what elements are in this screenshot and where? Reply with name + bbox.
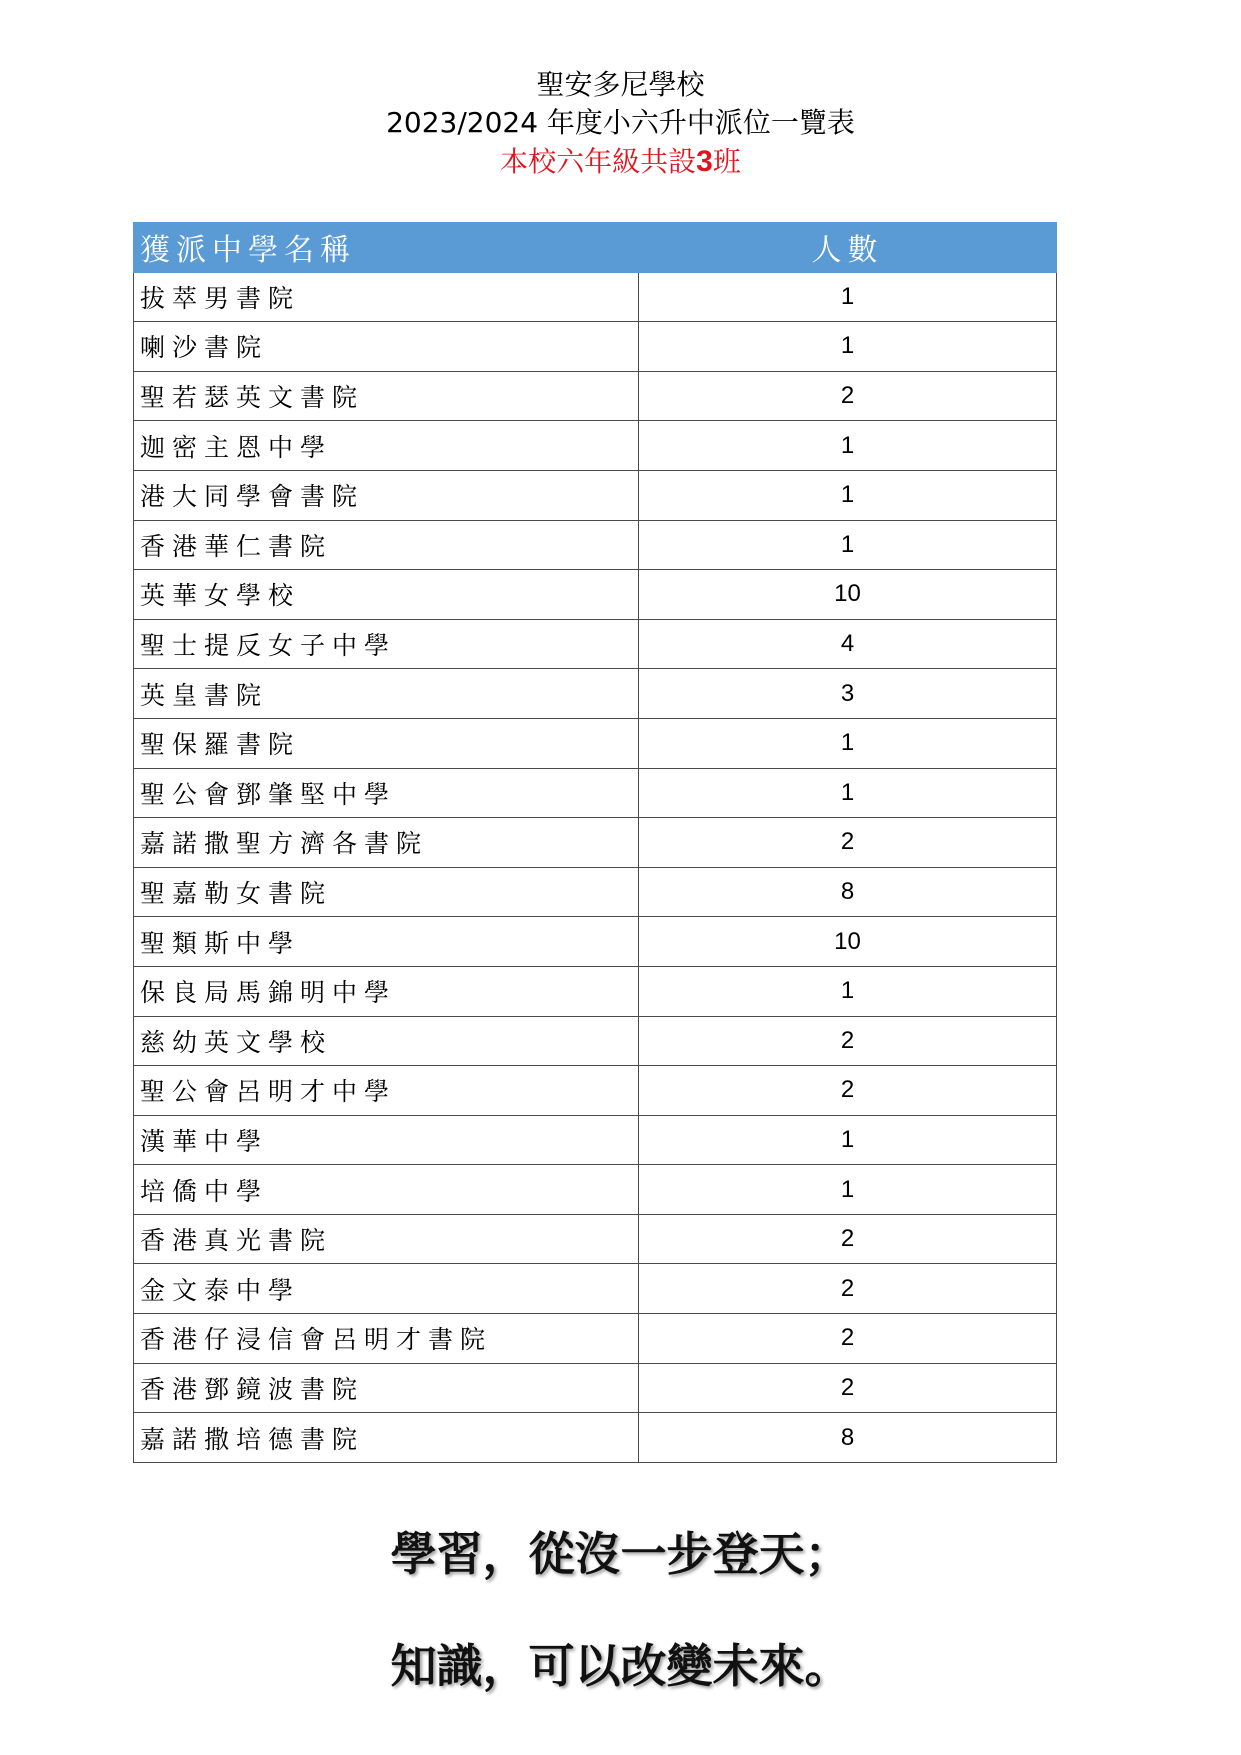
table-row <box>134 669 1057 719</box>
student-count-cell: 1 <box>639 470 1057 520</box>
school-name-cell: 聖公會鄧肇堅中學 <box>134 768 639 818</box>
table-row <box>134 917 1057 967</box>
student-count-cell: 1 <box>639 718 1057 768</box>
class-note <box>0 142 1241 182</box>
table-row <box>134 570 1057 620</box>
table-row <box>134 867 1057 917</box>
student-count-cell: 2 <box>639 1016 1057 1066</box>
student-count-cell: 4 <box>639 619 1057 669</box>
school-name-cell: 慈幼英文學校 <box>134 1016 639 1066</box>
table-row <box>134 1264 1057 1314</box>
school-name-cell: 聖嘉勒女書院 <box>134 867 639 917</box>
student-count-cell: 1 <box>639 1165 1057 1215</box>
student-count-cell: 2 <box>639 1363 1057 1413</box>
school-name-cell: 港大同學會書院 <box>134 470 639 520</box>
school-name-cell: 聖類斯中學 <box>134 917 639 967</box>
list-title: 2023/2024 年度小六升中派位一覽表 <box>386 106 855 139</box>
school-name: 聖安多尼學校 <box>536 68 705 101</box>
school-name-cell: 聖士提反女子中學 <box>134 619 639 669</box>
table-row <box>134 619 1057 669</box>
table-row <box>134 818 1057 868</box>
school-name-cell: 培僑中學 <box>134 1165 639 1215</box>
table-row <box>134 421 1057 471</box>
table-row <box>134 272 1057 322</box>
school-name-cell: 拔萃男書院 <box>134 272 639 322</box>
class-note-prefix: 本校六年級共設 <box>500 145 697 178</box>
school-name-cell: 嘉諾撒培德書院 <box>134 1413 639 1463</box>
class-note-suffix: 班 <box>712 145 741 178</box>
school-name-cell: 保良局馬錦明中學 <box>134 966 639 1016</box>
student-count-cell: 10 <box>639 917 1057 967</box>
table-row <box>134 718 1057 768</box>
school-name-cell: 迦密主恩中學 <box>134 421 639 471</box>
table-row <box>134 520 1057 570</box>
column-header-school: 獲派中學名稱 <box>134 223 639 273</box>
student-count-cell: 1 <box>639 520 1057 570</box>
class-count: 3 <box>696 145 713 178</box>
table-row <box>134 1066 1057 1116</box>
school-name-cell: 香港仔浸信會呂明才書院 <box>134 1314 639 1364</box>
allocation-table <box>133 222 1057 1463</box>
school-name-cell: 喇沙書院 <box>134 322 639 372</box>
table-row <box>134 322 1057 372</box>
student-count-cell: 3 <box>639 669 1057 719</box>
school-name-cell: 聖公會呂明才中學 <box>134 1066 639 1116</box>
table-row <box>134 470 1057 520</box>
motto-line-1: 學習，從沒一步登天； <box>390 1527 851 1581</box>
school-name-cell: 英華女學校 <box>134 570 639 620</box>
table-row <box>134 1016 1057 1066</box>
table-row <box>134 1214 1057 1264</box>
school-name-cell: 香港華仁書院 <box>134 520 639 570</box>
school-name-cell: 香港真光書院 <box>134 1214 639 1264</box>
student-count-cell: 8 <box>639 1413 1057 1463</box>
student-count-cell: 1 <box>639 1115 1057 1165</box>
table-row <box>134 966 1057 1016</box>
document-header <box>0 66 1241 182</box>
student-count-cell: 1 <box>639 322 1057 372</box>
school-name-cell: 聖若瑟英文書院 <box>134 371 639 421</box>
table-header-row <box>134 223 1057 273</box>
student-count-cell: 1 <box>639 421 1057 471</box>
student-count-cell: 1 <box>639 966 1057 1016</box>
school-name-cell: 嘉諾撒聖方濟各書院 <box>134 818 639 868</box>
table-row <box>134 768 1057 818</box>
school-name-cell: 英皇書院 <box>134 669 639 719</box>
student-count-cell: 2 <box>639 1066 1057 1116</box>
table-row <box>134 1115 1057 1165</box>
school-name-cell: 香港鄧鏡波書院 <box>134 1363 639 1413</box>
table-row <box>134 371 1057 421</box>
student-count-cell: 2 <box>639 1314 1057 1364</box>
school-name-cell: 漢華中學 <box>134 1115 639 1165</box>
student-count-cell: 8 <box>639 867 1057 917</box>
table-row <box>134 1165 1057 1215</box>
column-header-count: 人數 <box>639 223 1057 273</box>
student-count-cell: 1 <box>639 272 1057 322</box>
student-count-cell: 1 <box>639 768 1057 818</box>
student-count-cell: 2 <box>639 371 1057 421</box>
student-count-cell: 2 <box>639 1264 1057 1314</box>
school-name-cell: 聖保羅書院 <box>134 718 639 768</box>
table-row <box>134 1363 1057 1413</box>
school-name-cell: 金文泰中學 <box>134 1264 639 1314</box>
student-count-cell: 2 <box>639 818 1057 868</box>
table-row <box>134 1413 1057 1463</box>
student-count-cell: 2 <box>639 1214 1057 1264</box>
student-count-cell: 10 <box>639 570 1057 620</box>
motto-line-2: 知識，可以改變未來。 <box>390 1639 851 1693</box>
table-row <box>134 1314 1057 1364</box>
